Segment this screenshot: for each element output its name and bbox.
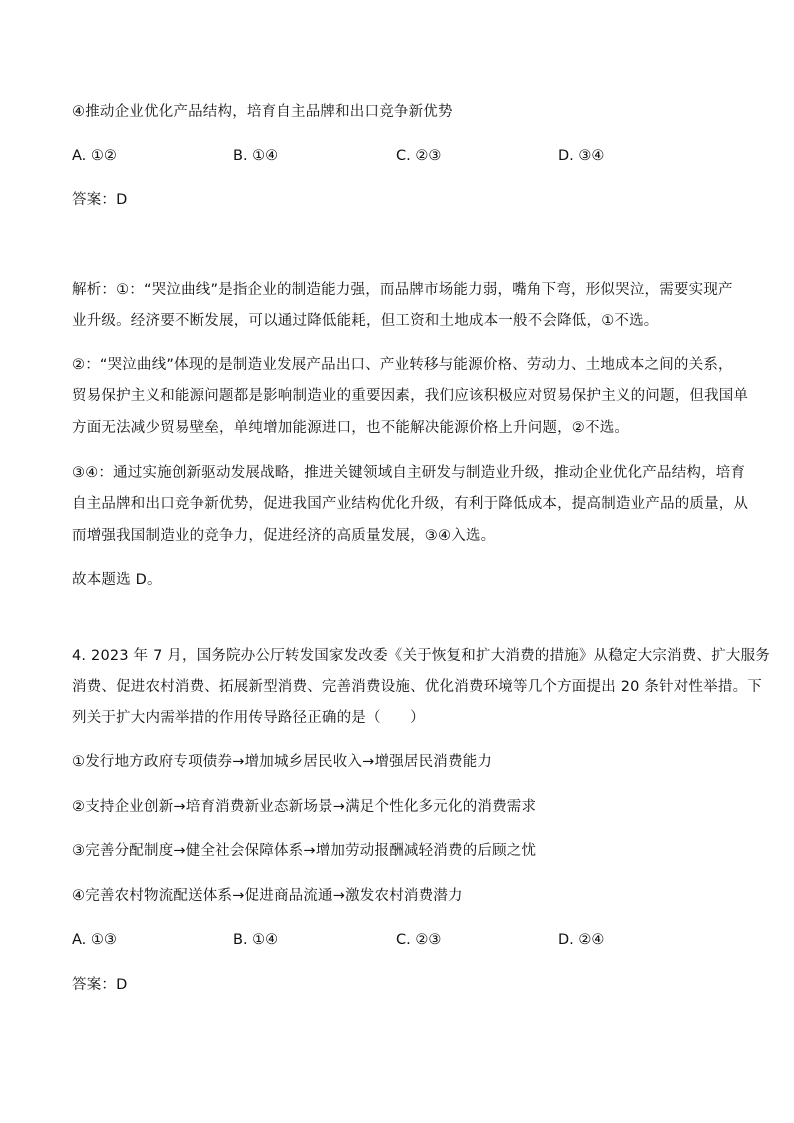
q4-statement-1: ①发行地方政府专项债券→增加城乡居民收入→增强居民消费能力 <box>72 754 493 770</box>
option-d: D. ③④ <box>558 148 605 164</box>
statement-4: ④推动企业优化产品结构，培育自主品牌和出口竞争新优势 <box>72 104 453 120</box>
analysis-line: 贸易保护主义和能源问题都是影响制造业的重要因素，我们应该积极应对贸易保护主义的问题，但我国单 <box>72 388 749 404</box>
q4-answer: 答案：D <box>72 977 128 993</box>
conclusion: 故本题选 D。 <box>72 572 162 588</box>
q4-stem-line: 4. 2023 年 7 月，国务院办公厅转发国家发改委《关于恢复和扩大消费的措施》从稳定大宗消费、扩大服务 <box>72 648 770 664</box>
option-c: C. ②③ <box>396 148 442 164</box>
q4-statement-2: ②支持企业创新→培育消费新业态新场景→满足个性化多元化的消费需求 <box>72 799 537 815</box>
option-b: B. ①④ <box>233 148 279 164</box>
analysis-line: 方面无法减少贸易壁垒，单纯增加能源进口，也不能解决能源价格上升问题，②不选。 <box>72 420 630 436</box>
option-a: A. ①② <box>72 148 117 164</box>
answer: 答案：D <box>72 192 128 208</box>
q4-option-a: A. ①③ <box>72 932 117 948</box>
analysis-line: 自主品牌和出口竞争新优势，促进我国产业结构优化升级，有利于降低成本，提高制造业产品的质量，从 <box>72 496 749 512</box>
q4-option-b: B. ①④ <box>233 932 279 948</box>
analysis-line: 解析：①：“哭泣曲线”是指企业的制造能力强，而品牌市场能力弱，嘴角下弯，形似哭泣，需要实现产 <box>72 282 733 298</box>
q4-statement-4: ④完善农村物流配送体系→促进商品流通→激发农村消费潜力 <box>72 888 463 904</box>
q4-stem-line: 消费、促进农村消费、拓展新型消费、完善消费设施、优化消费环境等几个方面提出 20 条针对性举措。下 <box>72 679 762 695</box>
analysis-line: 而增强我国制造业的竞争力，促进经济的高质量发展，③④入选。 <box>72 528 496 544</box>
q4-statement-3: ③完善分配制度→健全社会保障体系→增加劳动报酬减轻消费的后顾之忧 <box>72 843 537 859</box>
analysis-line: ③④：通过实施创新驱动发展战略，推进关键领域自主研发与制造业升级，推动企业优化产品结构，培育 <box>72 465 746 481</box>
analysis-line: 业升级。经济要不断发展，可以通过降低能耗，但工资和土地成本一般不会降低，①不选。 <box>72 313 659 329</box>
q4-option-c: C. ②③ <box>396 932 442 948</box>
analysis-line: ②：“哭泣曲线”体现的是制造业发展产品出口、产业转移与能源价格、劳动力、土地成本之间的关系， <box>72 357 733 373</box>
q4-stem-line: 列关于扩大内需举措的作用传导路径正确的是（ ） <box>72 710 425 726</box>
q4-option-d: D. ②④ <box>558 932 605 948</box>
